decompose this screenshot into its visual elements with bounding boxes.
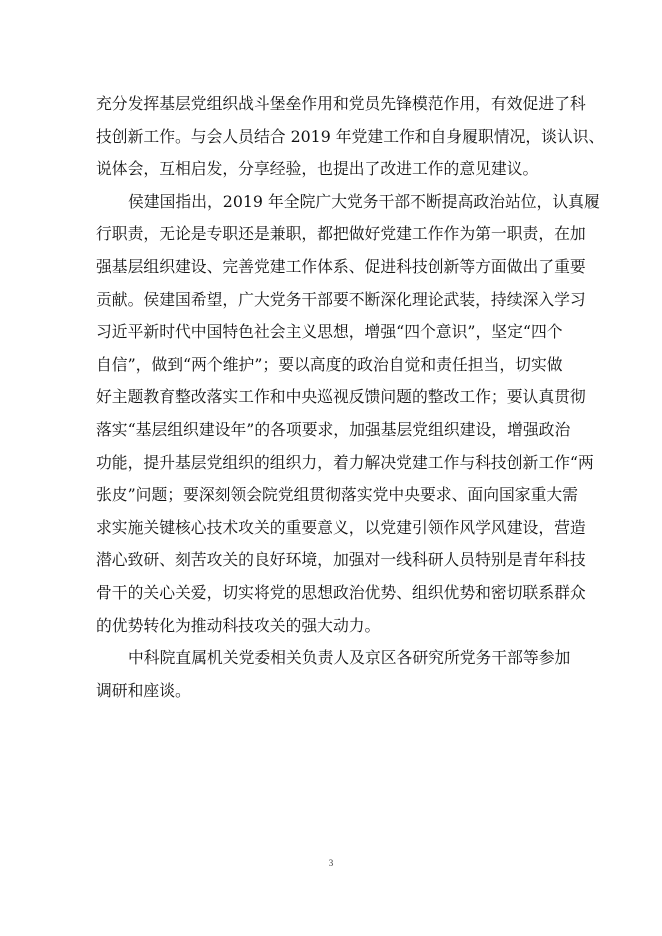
text-line: 求实施关键核心技术攻关的重要意义，以党建引领作风学风建设，营造 bbox=[96, 517, 586, 537]
text-line: 骨干的关心关爱，切实将党的思想政治优势、组织优势和密切联系群众 bbox=[96, 582, 586, 602]
text-line: 张皮”问题；要深刻领会院党组贯彻落实党中央要求、面向国家重大需 bbox=[96, 485, 578, 505]
page-number: 3 bbox=[328, 858, 334, 868]
text-line: 充分发挥基层党组织战斗堡垒作用和党员先锋模范作用，有效促进了科 bbox=[96, 94, 586, 113]
text-line: 中科院直属机关党委相关负责人及京区各研究所党务干部等参加 bbox=[128, 648, 571, 668]
text-line: 行职责，无论是专职还是兼职，都把做好党建工作作为第一职责，在加 bbox=[96, 224, 586, 244]
text-line: 落实“基层组织建设年”的各项要求，加强基层党组织建设，增强政治 bbox=[96, 419, 571, 439]
text-line: 的优势转化为推动科技攻关的强大动力。 bbox=[96, 615, 381, 635]
text-line: 侯建国指出，2019 年全院广大党务干部不断提高政治站位，认真履 bbox=[128, 191, 600, 211]
text-line: 说体会，互相启发，分享经验，也提出了改进工作的意见建议。 bbox=[96, 159, 539, 179]
text-line: 调研和座谈。 bbox=[96, 680, 191, 700]
paragraph-1 bbox=[96, 88, 605, 186]
text-line: 功能，提升基层党组织的组织力，着力解决党建工作与科技创新工作“两 bbox=[96, 452, 594, 472]
text-line: 潜心致研、刻苦攻关的良好环境，加强对一线科研人员特别是青年科技 bbox=[96, 550, 586, 570]
text-line: 技创新工作。与会人员结合 2019 年党建工作和自身履职情况，谈认识、 bbox=[96, 126, 605, 146]
text-line: 贡献。侯建国希望，广大党务干部要不断深化理论武装，持续深入学习 bbox=[96, 289, 586, 309]
text-line: 好主题教育整改落实工作和中央巡视反馈问题的整改工作；要认真贯彻 bbox=[96, 387, 586, 407]
paragraph-2 bbox=[96, 186, 600, 642]
paragraph-3 bbox=[96, 642, 571, 707]
text-line: 自信”，做到“两个维护”；要以高度的政治自觉和责任担当，切实做 bbox=[96, 354, 563, 374]
body-text bbox=[96, 88, 605, 707]
text-line: 习近平新时代中国特色社会主义思想，增强“四个意识”，坚定“四个 bbox=[96, 322, 563, 342]
text-line: 强基层组织建设、完善党建工作体系、促进科技创新等方面做出了重要 bbox=[96, 256, 586, 276]
